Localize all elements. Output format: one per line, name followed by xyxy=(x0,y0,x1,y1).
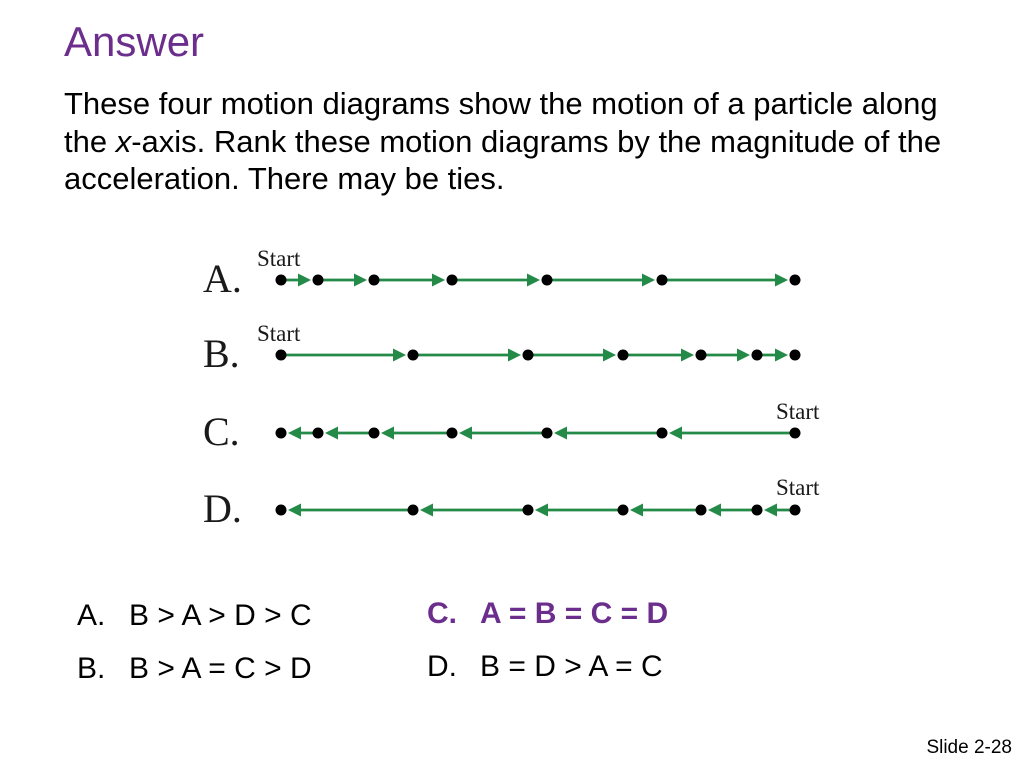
particle-dot xyxy=(276,428,287,439)
velocity-arrowhead xyxy=(393,349,406,362)
velocity-arrowhead xyxy=(775,274,788,287)
velocity-arrow xyxy=(288,504,413,517)
diagram-label-b: B. xyxy=(203,331,240,376)
velocity-arrowhead xyxy=(432,274,445,287)
particle-dot xyxy=(790,505,801,516)
velocity-arrowhead xyxy=(630,504,643,517)
question-italic-variable: x xyxy=(115,123,132,159)
slide-title: Answer xyxy=(64,18,205,65)
motion-diagram-a xyxy=(203,246,801,301)
particle-dot xyxy=(408,350,419,361)
motion-track-a xyxy=(276,274,801,287)
velocity-arrow xyxy=(623,349,694,362)
velocity-arrow xyxy=(374,274,445,287)
particle-dot xyxy=(523,505,534,516)
velocity-arrowhead xyxy=(669,427,682,440)
velocity-arrowhead xyxy=(508,349,521,362)
motion-track-d xyxy=(276,504,801,517)
velocity-arrowhead xyxy=(775,349,788,362)
velocity-arrow xyxy=(420,504,528,517)
velocity-arrowhead xyxy=(603,349,616,362)
particle-dot xyxy=(276,275,287,286)
velocity-arrow xyxy=(701,349,750,362)
velocity-arrowhead xyxy=(288,504,301,517)
velocity-arrow xyxy=(662,274,788,287)
particle-dot xyxy=(752,505,763,516)
option-text: B = D > A = C xyxy=(480,650,663,683)
velocity-arrow xyxy=(281,349,406,362)
motion-track-b xyxy=(276,349,801,362)
particle-dot xyxy=(618,350,629,361)
option-letter: B. xyxy=(77,652,106,685)
diagram-label-a: A. xyxy=(203,256,242,301)
particle-dot xyxy=(276,505,287,516)
velocity-arrowhead xyxy=(354,274,367,287)
velocity-arrowhead xyxy=(642,274,655,287)
velocity-arrowhead xyxy=(554,427,567,440)
particle-dot xyxy=(408,505,419,516)
particle-dot xyxy=(657,428,668,439)
velocity-arrow xyxy=(325,427,374,440)
velocity-arrowhead xyxy=(527,274,540,287)
velocity-arrowhead xyxy=(325,427,338,440)
particle-dot xyxy=(369,275,380,286)
velocity-arrow xyxy=(547,274,655,287)
option-letter: A. xyxy=(77,599,106,632)
velocity-arrowhead xyxy=(764,504,777,517)
velocity-arrow xyxy=(528,349,616,362)
velocity-arrowhead xyxy=(681,349,694,362)
particle-dot xyxy=(447,275,458,286)
particle-dot xyxy=(276,350,287,361)
particle-dot xyxy=(790,275,801,286)
option-letter: C. xyxy=(427,597,457,630)
velocity-arrow xyxy=(381,427,452,440)
motion-diagram-c xyxy=(203,399,820,454)
motion-track-c xyxy=(276,427,801,440)
option-b xyxy=(77,651,397,687)
velocity-arrowhead xyxy=(737,349,750,362)
velocity-arrow xyxy=(535,504,623,517)
motion-diagram-b xyxy=(203,321,801,376)
start-label-a: Start xyxy=(257,246,301,271)
particle-dot xyxy=(313,428,324,439)
velocity-arrow xyxy=(413,349,521,362)
option-text: B > A > D > C xyxy=(129,599,312,632)
particle-dot xyxy=(696,350,707,361)
velocity-arrowhead xyxy=(420,504,433,517)
velocity-arrow xyxy=(318,274,367,287)
particle-dot xyxy=(790,428,801,439)
diagram-label-d: D. xyxy=(203,486,242,530)
velocity-arrow xyxy=(554,427,662,440)
start-label-b: Start xyxy=(257,321,301,346)
velocity-arrow xyxy=(459,427,547,440)
velocity-arrowhead xyxy=(381,427,394,440)
slide-number: Slide 2-28 xyxy=(926,737,1012,758)
question-text-part-2: -axis. Rank these motion diagrams by the magnitude of the acceleration. There may be ties. xyxy=(64,123,942,196)
option-c xyxy=(427,596,747,632)
particle-dot xyxy=(790,350,801,361)
particle-dot xyxy=(523,350,534,361)
motion-diagram-d xyxy=(203,475,820,530)
option-d xyxy=(427,649,747,685)
velocity-arrow xyxy=(708,504,757,517)
particle-dot xyxy=(618,505,629,516)
velocity-arrow xyxy=(630,504,701,517)
particle-dot xyxy=(696,505,707,516)
particle-dot xyxy=(752,350,763,361)
particle-dot xyxy=(657,275,668,286)
particle-dot xyxy=(313,275,324,286)
question-text xyxy=(64,85,964,198)
question-text-part-1: These four motion diagrams show the motion of a particle along the xyxy=(64,86,938,159)
motion-diagrams xyxy=(190,235,840,530)
velocity-arrowhead xyxy=(535,504,548,517)
velocity-arrow xyxy=(452,274,540,287)
option-text: B > A = C > D xyxy=(129,652,312,685)
velocity-arrowhead xyxy=(708,504,721,517)
start-label-c: Start xyxy=(776,399,820,424)
velocity-arrowhead xyxy=(459,427,472,440)
start-label-d: Start xyxy=(776,475,820,500)
particle-dot xyxy=(369,428,380,439)
particle-dot xyxy=(542,275,553,286)
velocity-arrowhead xyxy=(298,274,311,287)
particle-dot xyxy=(542,428,553,439)
option-text: A = B = C = D xyxy=(480,597,669,630)
velocity-arrowhead xyxy=(288,427,301,440)
particle-dot xyxy=(447,428,458,439)
velocity-arrow xyxy=(669,427,795,440)
option-a xyxy=(77,598,397,634)
diagram-label-c: C. xyxy=(203,409,240,454)
option-letter: D. xyxy=(427,650,457,683)
